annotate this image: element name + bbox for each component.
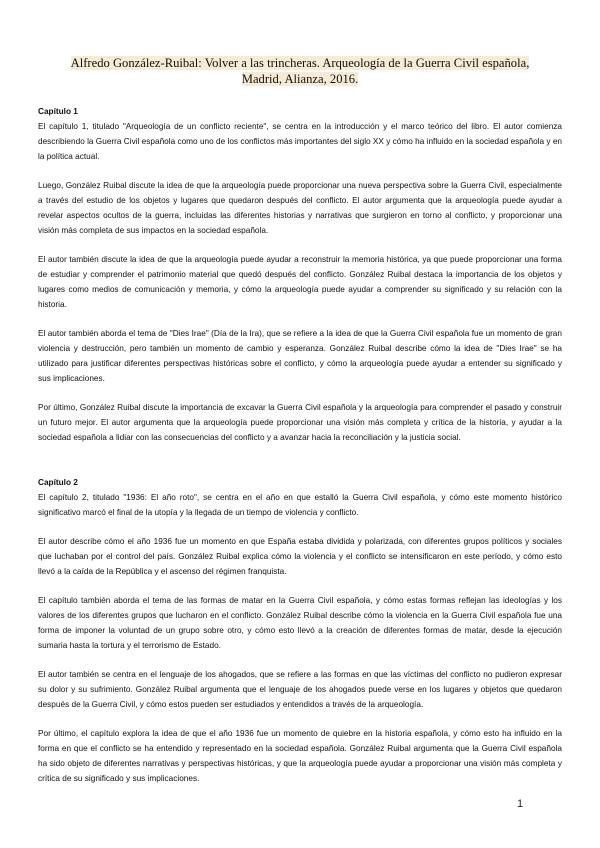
paragraph: Por último, el capítulo explora la idea de que el año 1936 fue un momento de quiebre en la historia española, y cómo esto ha influido en la forma en que el conflicto se ha entendido y representado en la sociedad española. González Ruibal argumenta que la Guerra Civil española ha sido objeto de diferentes narrativas y perspectivas históricas, y que la arqueología puede ayudar a proporcionar una visión más completa y crítica de su significado y sus implicaciones. (38, 729, 562, 783)
book-title (70, 55, 530, 87)
paragraph: El autor también discute la idea de que la arqueología puede ayudar a reconstruir la memoria histórica, ya que puede proporcionar una forma de estudiar y comprender el patrimonio material que quedó después del conflicto. González Ruibal destaca la importancia de los objetos y lugares como medios de comunicación y memoria, y cómo la arqueología puede ayudar a comprender su significado y su relación con la historia. (38, 255, 562, 309)
paragraph: El autor también se centra en el lenguaje de los ahogados, que se refiere a las formas en que las víctimas del conflicto no pudieron expresar su dolor y su sufrimiento. González Ruibal argumenta que el lenguaje de los ahogados puede verse en los lugares y objetos que quedaron después de la Guerra Civil, y cómo estos pueden ser estudiados y entendidos a través de la arqueología. (38, 670, 562, 709)
paragraph: El capítulo 2, titulado "1936: El año roto", se centra en el año en que estalló la Guerra Civil española, y cómo este momento histórico significativo marcó el final de la utopía y la llegada de un tiempo de violencia y conflicto. (38, 493, 562, 517)
chapter-2 (38, 475, 562, 786)
page-number: 1 (517, 798, 524, 810)
paragraph: Luego, González Ruibal discute la idea de que la arqueología puede proporcionar una nueva perspectiva sobre la Guerra Civil, especialmente a través del estudio de los objetos y lugares que quedaron después del conflicto. El autor argumenta que la arqueología puede ayudar a revelar aspectos ocultos de la guerra, incluidas las diferentes historias y narrativas que surgieron en torno al conflicto, y proporcionar una visión más completa de sus impactos en la sociedad española. (38, 181, 562, 235)
book-title-line-1: Alfredo González-Ruibal: Volver a las trincheras. Arqueología de la Guerra Civil española, (70, 56, 530, 70)
paragraph: El autor también aborda el tema de "Dies Irae" (Día de la Ira), que se refiere a la idea de que la Guerra Civil española fue un momento de gran violencia y destrucción, pero también un momento de cambio y esperanza. González Ruibal describe cómo la idea de "Dies Irae" se ha utilizado para justificar diferentes perspectivas históricas sobre el conflicto, y cómo la arqueología puede ayudar a entender su significado y sus implicaciones. (38, 329, 562, 383)
paragraph: El capítulo 1, titulado "Arqueología de un conflicto reciente", se centra en la introducción y el marco teórico del libro. El autor comienza describiendo la Guerra Civil española como uno de los conflictos más importantes del siglo XX y cómo ha influido en la sociedad española y en la política actual. (38, 122, 562, 161)
chapter-heading: Capítulo 2 (38, 478, 78, 487)
paragraph: Por último, González Ruibal discute la importancia de excavar la Guerra Civil española y la arqueología para comprender el pasado y construir un futuro mejor. El autor argumenta que la arqueología puede proporcionar una visión más completa y crítica de la historia, y ayudar a la sociedad española a lidiar con las consecuencias del conflicto y a avanzar hacia la reconciliación y la justicia social. (38, 403, 562, 442)
paragraph: El autor describe cómo el año 1936 fue un momento en que España estaba dividida y polarizada, con diferentes grupos políticos y sociales que luchaban por el control del país. González Ruibal explica cómo la violencia y el conflicto se intensificaron en este período, y cómo esto llevó a la caída de la República y el ascenso del régimen franquista. (38, 537, 562, 576)
chapter-1 (38, 104, 562, 445)
section-spacer (38, 459, 562, 475)
book-title-line-2: Madrid, Alianza, 2016. (241, 72, 359, 86)
document-body (38, 104, 562, 800)
paragraph: El capítulo también aborda el tema de las formas de matar en la Guerra Civil española, y cómo estas formas reflejan las ideologías y los valores de los diferentes grupos que lucharon en el conflicto. González Ruibal describe cómo la violencia en la Guerra Civil española fue una forma de imponer la voluntad de un grupo sobre otro, y cómo esto llevó a la creación de diferentes formas de matar, desde la ejecución sumaria hasta la tortura y el terrorismo de Estado. (38, 596, 562, 650)
chapter-heading: Capítulo 1 (38, 107, 78, 116)
